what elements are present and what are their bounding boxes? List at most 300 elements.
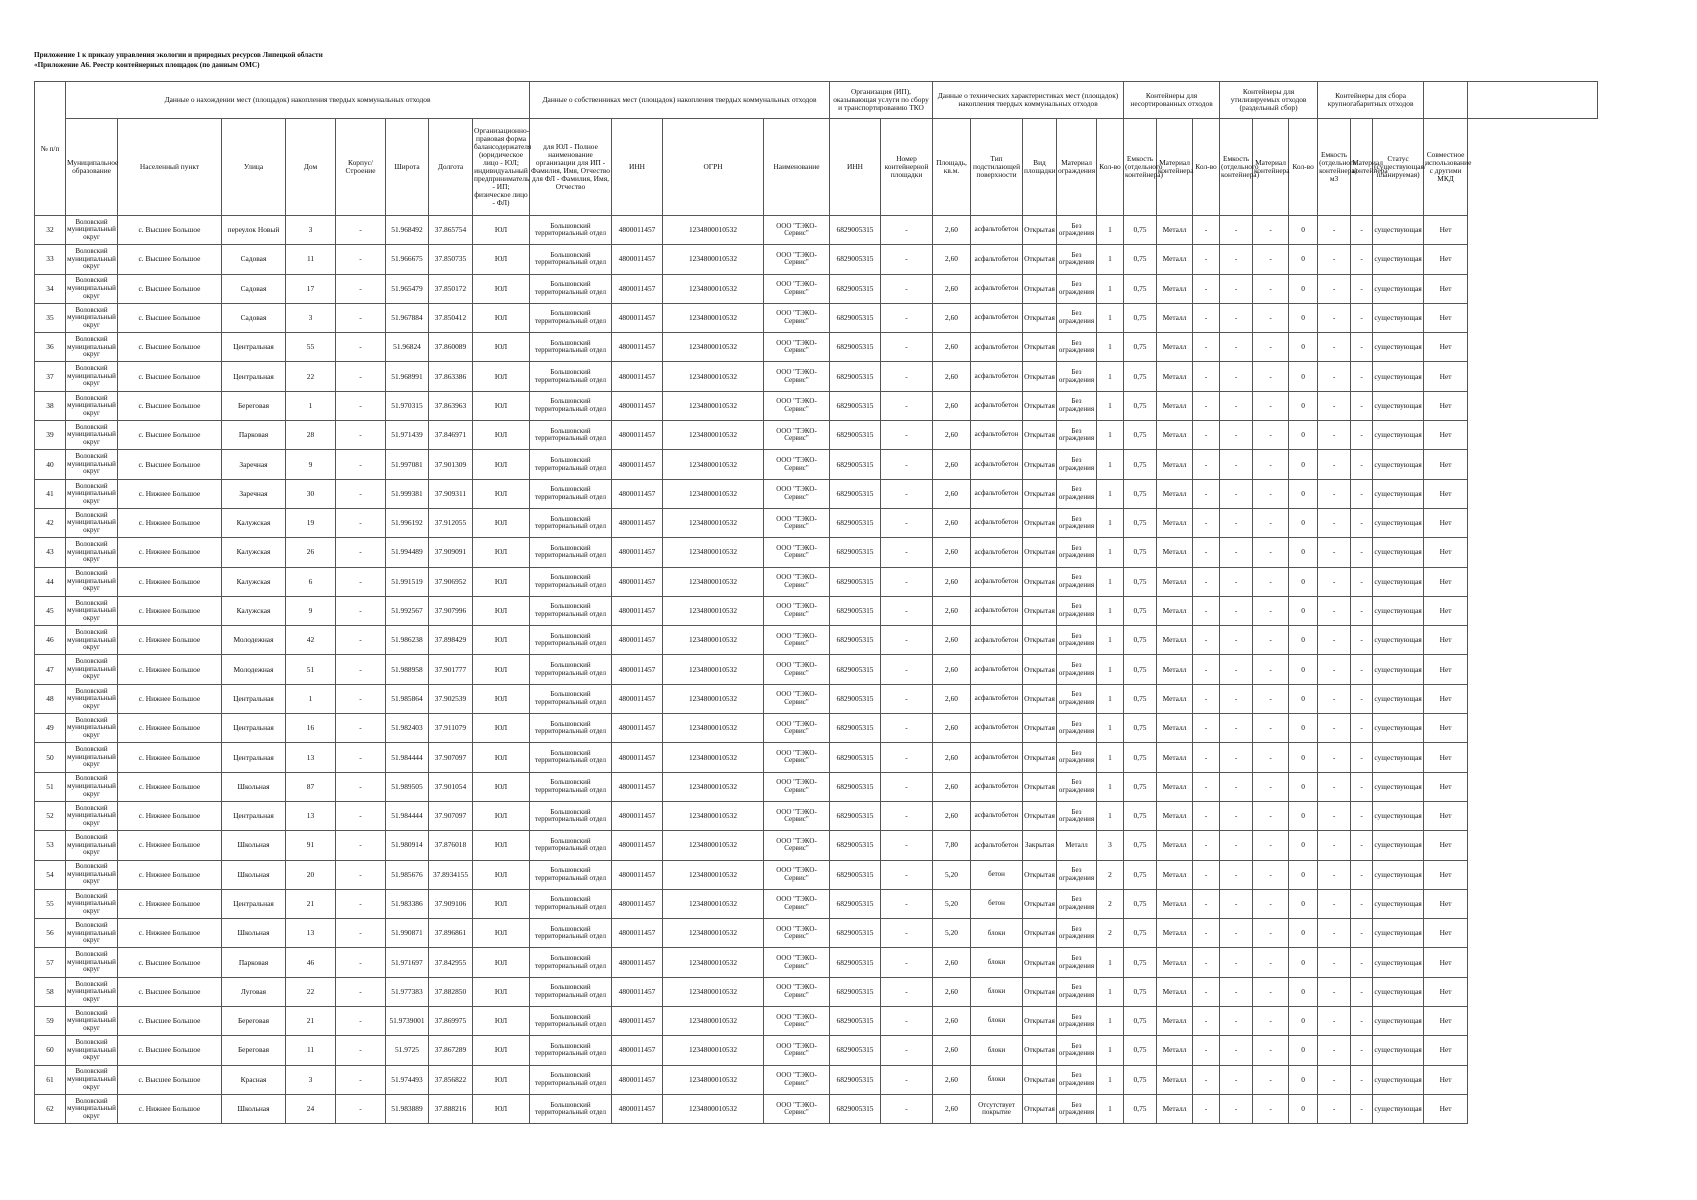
cell-lon: 37.902539 [429,684,473,713]
cell-status: существующая [1373,362,1424,391]
cell-r-cap: - [1220,714,1253,743]
cell-mat: Металл [1157,977,1193,1006]
cell-lon: 37.901054 [429,772,473,801]
cell-lon: 37.909091 [429,538,473,567]
cell-mat: Металл [1157,889,1193,918]
cell-org-inn: 6829005315 [830,860,881,889]
cell-lat: 51.996192 [386,508,429,537]
cell-lon: 37.865754 [429,216,473,245]
header-unsorted-capacity: Емкость (отдельного контейнера) [1124,119,1157,216]
cell-form: ЮЛ [473,362,530,391]
cell-np: с. Высшее Большое [118,391,222,420]
cell-status: существующая [1373,919,1424,948]
cell-b-mat: - [1351,1007,1373,1036]
cell-area: 2,60 [933,567,971,596]
cell-site: - [881,596,933,625]
cell-form: ЮЛ [473,743,530,772]
cell-cap: 0,75 [1124,567,1157,596]
cell-shared: Нет [1424,538,1468,567]
cell-mo: Воловский муниципальный округ [66,421,118,450]
cell-area: 2,60 [933,977,971,1006]
cell-qty: 1 [1097,714,1124,743]
cell-org: ООО "ТЭКО-Сервис" [764,274,830,303]
cell-fence: Без ограждения [1057,655,1097,684]
cell-cap: 0,75 [1124,655,1157,684]
cell-status: существующая [1373,860,1424,889]
cell-inn: 4800011457 [612,919,663,948]
cell-shared: Нет [1424,1065,1468,1094]
cell-surface: блоки [971,977,1023,1006]
cell-type: Открытая [1023,626,1057,655]
cell-b-cap: - [1318,1036,1351,1065]
cell-b-qty: 0 [1289,333,1318,362]
cell-np: с. Высшее Большое [118,333,222,362]
cell-owner: Большовский территориальный отдел [530,860,612,889]
cell-np: с. Высшее Большое [118,274,222,303]
cell-cap: 0,75 [1124,1065,1157,1094]
cell-np: с. Высшее Большое [118,1036,222,1065]
cell-shared: Нет [1424,948,1468,977]
cell-n: 46 [35,626,66,655]
cell-mat: Металл [1157,919,1193,948]
cell-area: 2,60 [933,1036,971,1065]
cell-lat: 51.983386 [386,889,429,918]
cell-fence: Без ограждения [1057,743,1097,772]
table-row [35,919,1598,948]
cell-site: - [881,801,933,830]
table-row [35,860,1598,889]
cell-org-inn: 6829005315 [830,1094,881,1123]
cell-inn: 4800011457 [612,948,663,977]
cell-house: 21 [286,1007,336,1036]
cell-form: ЮЛ [473,245,530,274]
cell-area: 2,60 [933,714,971,743]
cell-korp: - [336,274,386,303]
cell-type: Открытая [1023,1036,1057,1065]
cell-org: ООО "ТЭКО-Сервис" [764,714,830,743]
cell-r-qty: - [1193,245,1220,274]
cell-org-inn: 6829005315 [830,684,881,713]
cell-status: существующая [1373,450,1424,479]
cell-lon: 37.882850 [429,977,473,1006]
cell-r-cap: - [1220,889,1253,918]
cell-org: ООО "ТЭКО-Сервис" [764,948,830,977]
cell-shared: Нет [1424,596,1468,625]
cell-house: 28 [286,421,336,450]
cell-status: существующая [1373,889,1424,918]
cell-house: 20 [286,860,336,889]
cell-site: - [881,860,933,889]
cell-lon: 37.850172 [429,274,473,303]
cell-org-inn: 6829005315 [830,567,881,596]
cell-org: ООО "ТЭКО-Сервис" [764,333,830,362]
cell-type: Открытая [1023,596,1057,625]
cell-form: ЮЛ [473,889,530,918]
cell-r-mat: - [1253,714,1289,743]
cell-mat: Металл [1157,801,1193,830]
cell-site: - [881,977,933,1006]
cell-b-mat: - [1351,889,1373,918]
cell-r-qty: - [1193,1007,1220,1036]
cell-house: 9 [286,596,336,625]
cell-type: Открытая [1023,860,1057,889]
cell-np: с. Нижнее Большое [118,772,222,801]
cell-org: ООО "ТЭКО-Сервис" [764,450,830,479]
cell-status: существующая [1373,245,1424,274]
cell-owner: Большовский территориальный отдел [530,391,612,420]
cell-ogrn: 1234800010532 [663,421,764,450]
cell-inn: 4800011457 [612,831,663,860]
header-bulky-capacity: Емкость (отдельного контейнера) м3 [1318,119,1351,216]
cell-street: Красная [222,1065,286,1094]
cell-org: ООО "ТЭКО-Сервис" [764,772,830,801]
cell-cap: 0,75 [1124,333,1157,362]
cell-org: ООО "ТЭКО-Сервис" [764,508,830,537]
cell-b-mat: - [1351,596,1373,625]
cell-cap: 0,75 [1124,1007,1157,1036]
cell-r-mat: - [1253,860,1289,889]
cell-area: 5,20 [933,919,971,948]
cell-r-cap: - [1220,831,1253,860]
cell-r-qty: - [1193,362,1220,391]
cell-n: 44 [35,567,66,596]
cell-b-mat: - [1351,1036,1373,1065]
cell-org: ООО "ТЭКО-Сервис" [764,626,830,655]
cell-n: 52 [35,801,66,830]
cell-cap: 0,75 [1124,508,1157,537]
cell-owner: Большовский территориальный отдел [530,567,612,596]
cell-mat: Металл [1157,626,1193,655]
header-status: Статус (существующая/ планируемая) [1373,119,1424,216]
cell-owner: Большовский территориальный отдел [530,245,612,274]
cell-surface: асфальтобетон [971,479,1023,508]
cell-area: 2,60 [933,508,971,537]
cell-org-inn: 6829005315 [830,948,881,977]
cell-owner: Большовский территориальный отдел [530,743,612,772]
cell-r-qty: - [1193,889,1220,918]
header-org-inn: ИНН [830,119,881,216]
cell-shared: Нет [1424,362,1468,391]
cell-r-cap: - [1220,245,1253,274]
cell-street: Садовая [222,303,286,332]
cell-owner: Большовский территориальный отдел [530,801,612,830]
table-row [35,714,1598,743]
cell-cap: 0,75 [1124,919,1157,948]
cell-qty: 1 [1097,333,1124,362]
cell-surface: асфальтобетон [971,216,1023,245]
cell-r-cap: - [1220,274,1253,303]
cell-org: ООО "ТЭКО-Сервис" [764,655,830,684]
table-row [35,362,1598,391]
cell-street: Школьная [222,831,286,860]
cell-org: ООО "ТЭКО-Сервис" [764,303,830,332]
cell-b-cap: - [1318,1094,1351,1123]
cell-form: ЮЛ [473,450,530,479]
cell-type: Открытая [1023,391,1057,420]
cell-mo: Воловский муниципальный округ [66,596,118,625]
cell-mo: Воловский муниципальный округ [66,274,118,303]
cell-mo: Воловский муниципальный округ [66,801,118,830]
cell-n: 58 [35,977,66,1006]
cell-ogrn: 1234800010532 [663,479,764,508]
header-num: № п/п [35,82,66,216]
cell-b-cap: - [1318,274,1351,303]
cell-r-qty: - [1193,450,1220,479]
cell-status: существующая [1373,479,1424,508]
cell-b-qty: 0 [1289,655,1318,684]
cell-mat: Металл [1157,450,1193,479]
cell-type: Открытая [1023,450,1057,479]
cell-fence: Без ограждения [1057,1094,1097,1123]
cell-mat: Металл [1157,684,1193,713]
cell-lat: 51.977383 [386,977,429,1006]
cell-site: - [881,333,933,362]
cell-area: 2,60 [933,626,971,655]
cell-n: 57 [35,948,66,977]
cell-inn: 4800011457 [612,596,663,625]
cell-org-inn: 6829005315 [830,479,881,508]
cell-shared: Нет [1424,333,1468,362]
cell-type: Открытая [1023,772,1057,801]
cell-fence: Без ограждения [1057,626,1097,655]
cell-surface: асфальтобетон [971,421,1023,450]
cell-np: с. Нижнее Большое [118,626,222,655]
cell-korp: - [336,333,386,362]
cell-np: с. Нижнее Большое [118,567,222,596]
cell-r-mat: - [1253,801,1289,830]
cell-n: 39 [35,421,66,450]
cell-r-cap: - [1220,333,1253,362]
cell-mo: Воловский муниципальный округ [66,1065,118,1094]
cell-b-mat: - [1351,216,1373,245]
cell-area: 2,60 [933,1065,971,1094]
cell-ogrn: 1234800010532 [663,1036,764,1065]
cell-site: - [881,1036,933,1065]
cell-b-cap: - [1318,391,1351,420]
cell-status: существующая [1373,274,1424,303]
cell-status: существующая [1373,801,1424,830]
header-group-org: Организация (ИП), оказывающая услуги по сбору и транспортированию ТКО [830,82,933,119]
cell-mo: Воловский муниципальный округ [66,889,118,918]
cell-lat: 51.971697 [386,948,429,977]
header-group-bulky: Контейнеры для сбора крупногабаритных отходов [1318,82,1424,119]
cell-inn: 4800011457 [612,1036,663,1065]
cell-r-cap: - [1220,772,1253,801]
cell-b-qty: 0 [1289,245,1318,274]
cell-owner: Большовский территориальный отдел [530,684,612,713]
cell-lat: 51.989505 [386,772,429,801]
cell-org: ООО "ТЭКО-Сервис" [764,889,830,918]
title-line-1: Приложение 1 к приказу управления экологии и природных ресурсов Липецкой области [34,51,323,59]
cell-site: - [881,743,933,772]
cell-mo: Воловский муниципальный округ [66,245,118,274]
cell-b-mat: - [1351,421,1373,450]
cell-ogrn: 1234800010532 [663,714,764,743]
cell-r-qty: - [1193,801,1220,830]
cell-n: 48 [35,684,66,713]
cell-fence: Без ограждения [1057,567,1097,596]
cell-r-qty: - [1193,684,1220,713]
cell-street: Школьная [222,772,286,801]
cell-lat: 51.984444 [386,743,429,772]
header-owner-name: для ЮЛ - Полное наименование организации для ИП - Фамилия, Имя, Отчество для ФЛ - Фамилия, Имя, Отчество [530,119,612,216]
cell-site: - [881,655,933,684]
cell-form: ЮЛ [473,479,530,508]
cell-r-mat: - [1253,362,1289,391]
cell-org-inn: 6829005315 [830,1065,881,1094]
cell-street: Центральная [222,743,286,772]
cell-b-mat: - [1351,860,1373,889]
cell-b-qty: 0 [1289,1007,1318,1036]
cell-mat: Металл [1157,538,1193,567]
cell-b-mat: - [1351,450,1373,479]
cell-b-qty: 0 [1289,479,1318,508]
cell-fence: Без ограждения [1057,1007,1097,1036]
cell-area: 2,60 [933,772,971,801]
cell-b-qty: 0 [1289,450,1318,479]
cell-b-mat: - [1351,714,1373,743]
cell-mat: Металл [1157,421,1193,450]
header-ogrn: ОГРН [663,119,764,216]
cell-mo: Воловский муниципальный округ [66,626,118,655]
cell-street: Калужская [222,567,286,596]
cell-lat: 51.986238 [386,626,429,655]
cell-r-mat: - [1253,977,1289,1006]
cell-site: - [881,479,933,508]
cell-shared: Нет [1424,508,1468,537]
cell-korp: - [336,450,386,479]
cell-shared: Нет [1424,567,1468,596]
cell-form: ЮЛ [473,977,530,1006]
cell-org-inn: 6829005315 [830,889,881,918]
cell-org: ООО "ТЭКО-Сервис" [764,1007,830,1036]
cell-org: ООО "ТЭКО-Сервис" [764,1036,830,1065]
cell-site: - [881,1065,933,1094]
cell-fence: Без ограждения [1057,303,1097,332]
cell-inn: 4800011457 [612,772,663,801]
cell-area: 2,60 [933,479,971,508]
cell-mat: Металл [1157,245,1193,274]
cell-korp: - [336,860,386,889]
cell-qty: 1 [1097,508,1124,537]
table-row [35,479,1598,508]
cell-mat: Металл [1157,508,1193,537]
cell-b-cap: - [1318,596,1351,625]
table-row [35,889,1598,918]
cell-mat: Металл [1157,274,1193,303]
cell-n: 54 [35,860,66,889]
cell-house: 24 [286,1094,336,1123]
cell-site: - [881,626,933,655]
cell-korp: - [336,714,386,743]
cell-mat: Металл [1157,831,1193,860]
cell-lon: 37.869975 [429,1007,473,1036]
cell-surface: асфальтобетон [971,626,1023,655]
cell-ogrn: 1234800010532 [663,216,764,245]
cell-qty: 1 [1097,391,1124,420]
cell-cap: 0,75 [1124,860,1157,889]
cell-b-cap: - [1318,362,1351,391]
cell-inn: 4800011457 [612,362,663,391]
cell-r-mat: - [1253,655,1289,684]
cell-area: 7,80 [933,831,971,860]
cell-r-cap: - [1220,216,1253,245]
cell-area: 2,60 [933,538,971,567]
cell-mat: Металл [1157,772,1193,801]
cell-org-inn: 6829005315 [830,391,881,420]
cell-korp: - [336,245,386,274]
cell-b-mat: - [1351,538,1373,567]
cell-street: Береговая [222,1036,286,1065]
cell-area: 2,60 [933,303,971,332]
cell-house: 55 [286,333,336,362]
cell-r-mat: - [1253,1036,1289,1065]
cell-type: Открытая [1023,479,1057,508]
cell-org: ООО "ТЭКО-Сервис" [764,245,830,274]
cell-b-mat: - [1351,479,1373,508]
cell-r-mat: - [1253,1065,1289,1094]
cell-org: ООО "ТЭКО-Сервис" [764,860,830,889]
cell-street: Школьная [222,1094,286,1123]
cell-inn: 4800011457 [612,889,663,918]
cell-lon: 37.876018 [429,831,473,860]
cell-lat: 51.985676 [386,860,429,889]
cell-site: - [881,919,933,948]
cell-org-inn: 6829005315 [830,333,881,362]
cell-shared: Нет [1424,216,1468,245]
cell-ogrn: 1234800010532 [663,889,764,918]
cell-r-qty: - [1193,567,1220,596]
cell-korp: - [336,626,386,655]
cell-surface: Отсутствует покрытие [971,1094,1023,1123]
cell-surface: асфальтобетон [971,362,1023,391]
cell-org: ООО "ТЭКО-Сервис" [764,596,830,625]
cell-org-inn: 6829005315 [830,714,881,743]
header-org-name: Наименование [764,119,830,216]
cell-area: 2,60 [933,684,971,713]
cell-korp: - [336,772,386,801]
cell-street: Береговая [222,1007,286,1036]
cell-b-cap: - [1318,508,1351,537]
cell-r-cap: - [1220,919,1253,948]
cell-house: 91 [286,831,336,860]
cell-site: - [881,714,933,743]
cell-house: 13 [286,743,336,772]
cell-r-qty: - [1193,508,1220,537]
cell-ogrn: 1234800010532 [663,801,764,830]
cell-mo: Воловский муниципальный округ [66,919,118,948]
cell-surface: асфальтобетон [971,831,1023,860]
cell-r-mat: - [1253,421,1289,450]
cell-b-qty: 0 [1289,1036,1318,1065]
cell-inn: 4800011457 [612,714,663,743]
header-group-tech: Данные о технических характеристиках мест (площадок) накопления твердых коммунальных отходов [933,82,1124,119]
cell-inn: 4800011457 [612,1065,663,1094]
cell-mat: Металл [1157,1094,1193,1123]
cell-lat: 51.968492 [386,216,429,245]
cell-owner: Большовский территориальный отдел [530,421,612,450]
cell-np: с. Нижнее Большое [118,479,222,508]
cell-korp: - [336,596,386,625]
cell-house: 6 [286,567,336,596]
cell-korp: - [336,977,386,1006]
cell-street: Береговая [222,391,286,420]
cell-surface: блоки [971,1007,1023,1036]
header-group-location: Данные о нахождении мест (площадок) накопления твердых коммунальных отходов [66,82,530,119]
cell-street: переулок Новый [222,216,286,245]
cell-r-qty: - [1193,421,1220,450]
cell-b-mat: - [1351,567,1373,596]
